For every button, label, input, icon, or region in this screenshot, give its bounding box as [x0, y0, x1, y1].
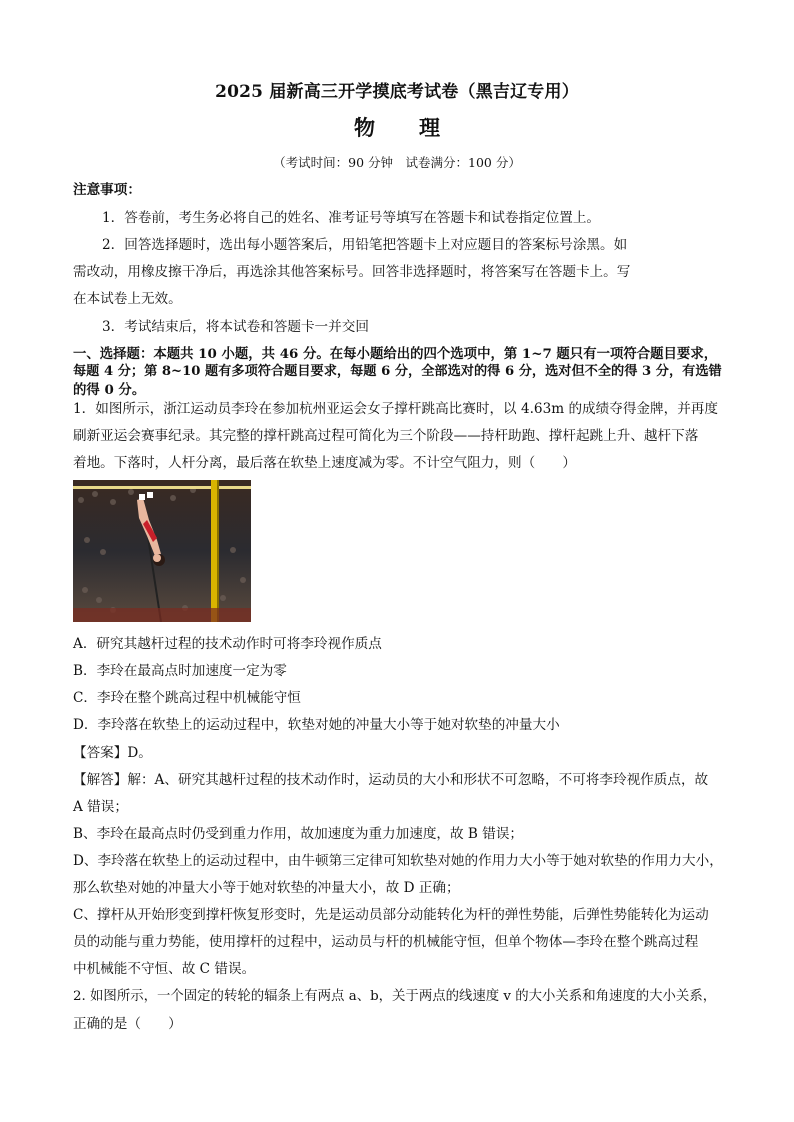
q1-analysis-line-8: 中机械能不守恒、故 C 错误。 [73, 961, 256, 977]
subject-char-1: 物 [354, 115, 375, 140]
notice-item-2-line-2: 需改动，用橡皮擦干净后，再选涂其他答案标号。回答非选择题时，将答案写在答题卡上。写 [73, 264, 631, 280]
q1-analysis-line-2: A 错误； [73, 799, 128, 815]
q1-answer: 【答案】D。 [73, 745, 152, 761]
section-1-line-3: 的得 0 分。 [73, 382, 146, 398]
q1-stem-line-2: 刷新亚运会赛事纪录。其完整的撑杆跳高过程可简化为三个阶段——持杆助跑、撑杆起跳上升、越杆下落 [73, 428, 699, 444]
q1-analysis-line-5: 那么软垫对她的冲量大小等于她对软垫的冲量大小，故 D 正确； [73, 880, 460, 896]
notice-heading: 注意事项： [73, 182, 141, 198]
section-1-line-1: 一、选择题：本题共 10 小题，共 46 分。在每小题给出的四个选项中，第 1~7 题只有一项符合题目要求， [73, 346, 718, 362]
q1-analysis-line-6: C、撑杆从开始形变到撑杆恢复形变时，先是运动员部分动能转化为杆的弹性势能，后弹性势能转化为运动 [73, 907, 709, 923]
q1-stem-line-3: 着地。下落时，人杆分离，最后落在软垫上速度减为零。不计空气阻力，则（ ） [73, 455, 576, 471]
pole-vault-illustration [73, 480, 251, 622]
q1-option-d: D．李玲落在软垫上的运动过程中，软垫对她的冲量大小等于她对软垫的冲量大小 [73, 717, 560, 733]
q1-analysis-line-4: D、李玲落在软垫上的运动过程中，由牛顿第三定律可知软垫对她的作用力大小等于她对软垫的作用力大小， [73, 853, 723, 869]
notice-item-1: 1．答卷前，考生务必将自己的姓名、准考证号等填写在答题卡和试卷指定位置上。 [102, 210, 601, 226]
q1-stem-line-1: 1．如图所示，浙江运动员李玲在参加杭州亚运会女子撑杆跳高比赛时，以 4.63m 的成绩夺得金牌，并再度 [73, 401, 718, 417]
notice-item-3: 3．考试结束后，将本试卷和答题卡一并交回 [102, 319, 369, 335]
q2-stem-line-1: 2. 如图所示，一个固定的转轮的辐条上有两点 a、b，关于两点的线速度 v 的大小关系和角速度的大小关系， [73, 989, 717, 1004]
q1-option-a: A．研究其越杆过程的技术动作时可将李玲视作质点 [73, 636, 382, 652]
exam-title: 2025 届新高三开学摸底考试卷（黑吉辽专用） [215, 82, 579, 102]
q1-option-c: C．李玲在整个跳高过程中机械能守恒 [73, 690, 301, 706]
q1-option-b: B．李玲在最高点时加速度一定为零 [73, 663, 287, 679]
notice-item-2-line-3: 在本试卷上无效。 [73, 291, 182, 307]
exam-meta: （考试时间：90 分钟 试卷满分：100 分） [273, 155, 521, 170]
q1-analysis-line-3: B、李玲在最高点时仍受到重力作用，故加速度为重力加速度，故 B 错误； [73, 826, 524, 842]
subject-heading [0, 112, 794, 142]
pole-vault-photo [73, 480, 251, 622]
notice-item-2-line-1: 2．回答选择题时，选出每小题答案后，用铅笔把答题卡上对应题目的答案标号涂黑。如 [102, 237, 628, 253]
subject-char-2: 理 [419, 115, 440, 140]
q1-analysis-line-1: 【解答】解：A、研究其越杆过程的技术动作时，运动员的大小和形状不可忽略，不可将李玲视作质点，故 [73, 772, 709, 788]
section-1-line-2: 每题 4 分；第 8~10 题有多项符合题目要求，每题 6 分，全部选对的得 6 分，选对但不全的得 3 分，有选错 [73, 364, 722, 379]
q1-analysis-line-7: 员的动能与重力势能，使用撑杆的过程中，运动员与杆的机械能守恒，但单个物体—李玲在整个跳高过程 [73, 934, 699, 950]
q2-stem-line-2: 正确的是（ ） [73, 1016, 182, 1032]
